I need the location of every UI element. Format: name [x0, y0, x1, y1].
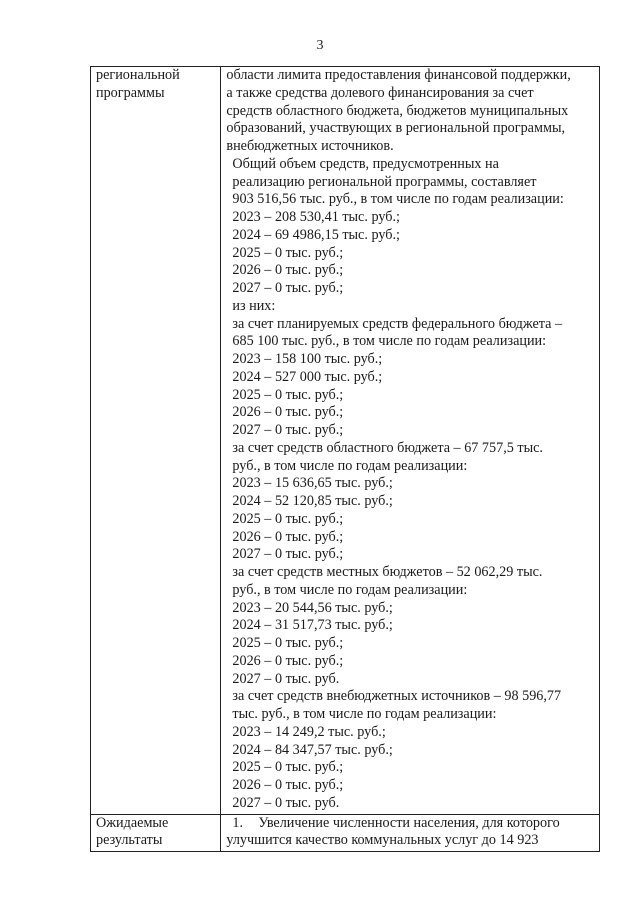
result-item-text: Увеличение численности населения, для которого — [258, 814, 560, 831]
source-heading-line: тыс. руб., в том числе по годам реализации: — [232, 706, 497, 722]
year-amount-line: 2025 – 0 тыс. руб.; — [232, 244, 344, 261]
row-label-line: Ожидаемые — [96, 814, 169, 831]
row-label-line: программы — [96, 84, 165, 101]
year-amount-line: 2025 – 0 тыс. руб.; — [232, 510, 344, 527]
year-amount-line: 2023 – 208 530,41 тыс. руб.; — [232, 209, 400, 225]
total-amount-line: 903 516,56 тыс. руб., в том числе по годам реализации: — [232, 191, 564, 208]
source-heading-line: за счет средств областного бюджета – 67 757,5 тыс. — [232, 439, 543, 456]
text-line: образований, участвующих в региональной программы, — [226, 120, 566, 137]
text-line: из них: — [232, 297, 276, 314]
year-amount-line: 2024 – 527 000 тыс. руб.; — [232, 368, 383, 385]
text-line: области лимита предоставления финансовой поддержки, — [226, 67, 571, 83]
year-amount-line: 2023 – 158 100 тыс. руб.; — [232, 351, 383, 367]
text-line: внебюджетных источников. — [226, 138, 394, 154]
year-amount-line: 2024 – 69 4986,15 тыс. руб.; — [232, 226, 400, 243]
year-amount-line: 2027 – 0 тыс. руб.; — [232, 280, 344, 296]
year-amount-line: 2025 – 0 тыс. руб.; — [232, 635, 344, 651]
text-line: реализацию региональной программы, составляет — [232, 173, 537, 190]
year-amount-line: 2027 – 0 тыс. руб. — [232, 794, 340, 811]
year-amount-line: 2026 – 0 тыс. руб.; — [232, 262, 344, 279]
year-amount-line: 2024 – 84 347,57 тыс. руб.; — [232, 741, 393, 758]
year-amount-line: 2026 – 0 тыс. руб.; — [232, 528, 344, 545]
source-heading-line: руб., в том числе по годам реализации: — [232, 581, 468, 598]
source-heading-line: за счет средств местных бюджетов – 52 062,29 тыс. — [232, 564, 543, 580]
result-item — [226, 815, 595, 833]
year-amount-line: 2027 – 0 тыс. руб.; — [232, 422, 344, 438]
year-amount-line: 2026 – 0 тыс. руб.; — [232, 777, 344, 793]
result-item-text: улучшится качество коммунальных услуг до 14 923 — [226, 832, 539, 849]
year-amount-line: 2025 – 0 тыс. руб.; — [232, 386, 344, 403]
year-amount-line: 2027 – 0 тыс. руб. — [232, 670, 340, 687]
year-amount-line: 2024 – 31 517,73 тыс. руб.; — [232, 617, 393, 634]
text-line: Общий объем средств, предусмотренных на — [232, 155, 499, 172]
table-row-funding — [91, 67, 600, 815]
year-amount-line: 2023 – 15 636,65 тыс. руб.; — [232, 475, 393, 492]
page-number: 3 — [316, 38, 324, 53]
funding-description-cell — [221, 67, 600, 815]
year-amount-line: 2023 – 14 249,2 тыс. руб.; — [232, 723, 386, 740]
result-item-number: 1. — [232, 814, 244, 831]
source-heading-line: 685 100 тыс. руб., в том числе по годам реализации: — [232, 333, 547, 350]
row-label-cell — [91, 67, 221, 815]
year-amount-line: 2024 – 52 120,85 тыс. руб.; — [232, 493, 393, 509]
year-amount-line: 2027 – 0 тыс. руб.; — [232, 546, 344, 563]
row-label-line: результаты — [96, 832, 163, 849]
text-line: средств областного бюджета, бюджетов муниципальных — [226, 102, 569, 119]
source-heading-line: за счет планируемых средств федерального бюджета – — [232, 315, 563, 332]
year-amount-line: 2026 – 0 тыс. руб.; — [232, 652, 344, 669]
program-passport-table — [90, 66, 600, 852]
year-amount-line: 2026 – 0 тыс. руб.; — [232, 404, 344, 421]
source-heading-line: за счет средств внебюджетных источников – 98 596,77 — [232, 688, 562, 705]
year-amount-line: 2025 – 0 тыс. руб.; — [232, 759, 344, 776]
row-label-cell — [91, 814, 221, 852]
results-description-cell — [221, 814, 600, 852]
text-line: а также средства долевого финансирования за счет — [226, 84, 534, 101]
year-amount-line: 2023 – 20 544,56 тыс. руб.; — [232, 599, 393, 616]
table-row-results — [91, 814, 600, 852]
source-heading-line: руб., в том числе по годам реализации: — [232, 457, 468, 474]
row-label-line: региональной — [96, 67, 180, 83]
